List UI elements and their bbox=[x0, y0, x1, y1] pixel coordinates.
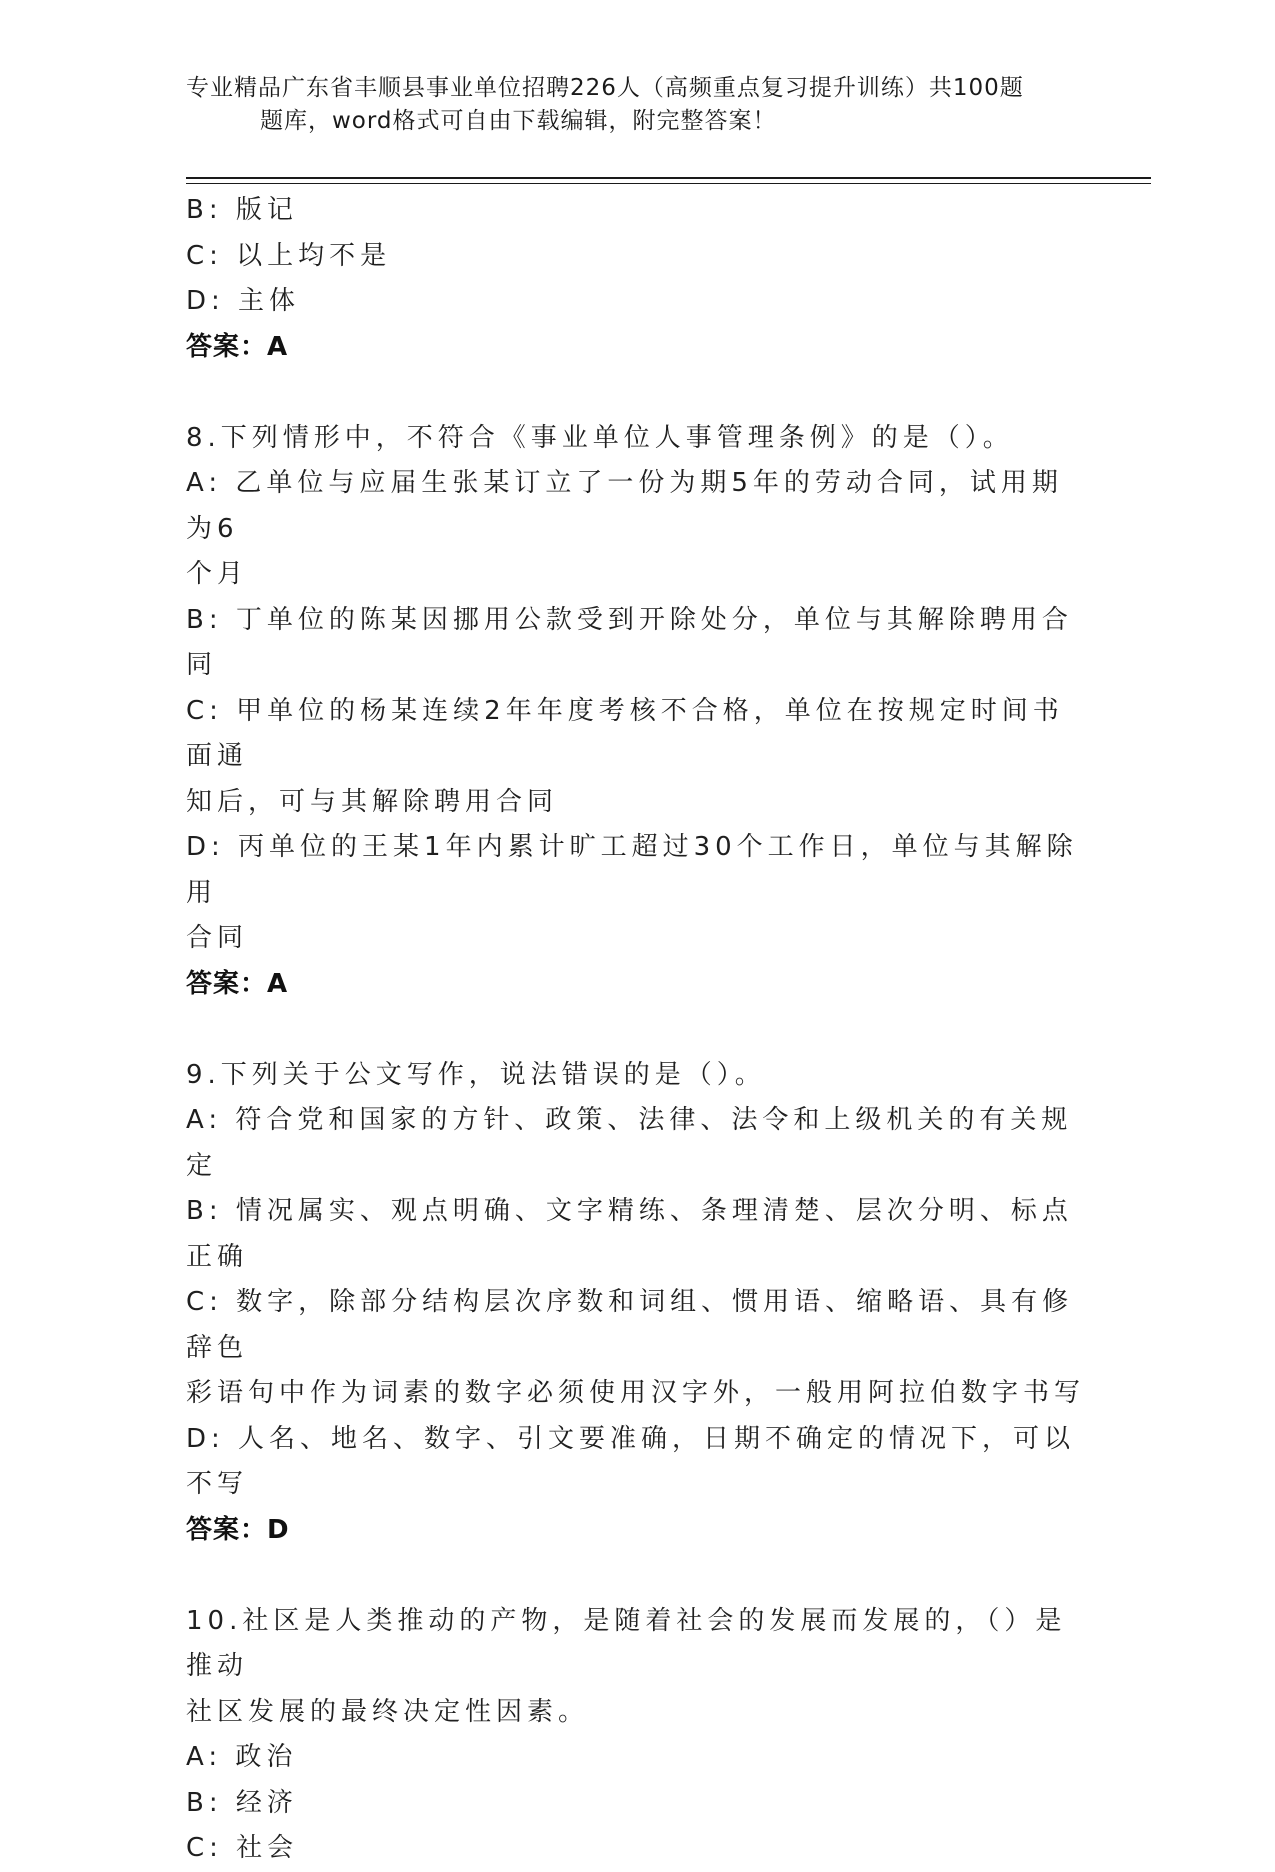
q9-option-b: B: 情况属实、观点明确、文字精练、条理清楚、层次分明、标点正确 bbox=[186, 1196, 1073, 1272]
header-title-line2: 题库，word格式可自由下载编辑，附完整答案！ bbox=[260, 108, 777, 134]
q10-option-b: B: 经济 bbox=[186, 1787, 298, 1818]
q8-option-d-line1: D: 丙单位的王某1年内累计旷工超过30个工作日，单位与其解除用 bbox=[186, 832, 1078, 908]
q9-answer: 答案：D bbox=[186, 1514, 290, 1545]
q9-option-a: A: 符合党和国家的方针、政策、法律、法令和上级机关的有关规定 bbox=[186, 1105, 1073, 1181]
q10-option-a: A: 政治 bbox=[186, 1742, 298, 1772]
header-title-line1: 专业精品广东省丰顺县事业单位招聘226人（高频重点复习提升训练）共100题 bbox=[186, 75, 1024, 101]
spacer bbox=[186, 370, 1086, 416]
q8-option-d-line2: 合同 bbox=[186, 923, 249, 953]
q9-option-c-line1: C: 数字，除部分结构层次序数和词组、惯用语、缩略语、具有修辞色 bbox=[186, 1287, 1074, 1363]
q9-stem: 9.下列关于公文写作，说法错误的是（）。 bbox=[186, 1059, 766, 1090]
q8-option-b: B: 丁单位的陈某因挪用公款受到开除处分，单位与其解除聘用合同 bbox=[186, 604, 1073, 680]
q8-option-c-line2: 知后，可与其解除聘用合同 bbox=[186, 786, 559, 817]
q10-option-c: C: 社会 bbox=[186, 1833, 299, 1863]
q8-option-c-line1: C: 甲单位的杨某连续2年年度考核不合格，单位在按规定时间书面通 bbox=[186, 695, 1064, 771]
document-header bbox=[186, 72, 1066, 138]
q9-option-d: D: 人名、地名、数字、引文要准确，日期不确定的情况下，可以不写 bbox=[186, 1423, 1076, 1499]
q10-stem-line1: 10.社区是人类推动的产物，是随着社会的发展而发展的，（）是推动 bbox=[186, 1605, 1067, 1681]
document-body bbox=[186, 188, 1086, 1872]
header-divider-thin bbox=[186, 183, 1151, 184]
prev-answer: 答案：A bbox=[186, 331, 289, 362]
prev-option-d: D: 主体 bbox=[186, 286, 301, 316]
spacer bbox=[186, 1007, 1086, 1053]
header-divider-thick bbox=[186, 177, 1151, 179]
q8-option-a-line2: 个月 bbox=[186, 559, 249, 589]
q10-stem-line2: 社区发展的最终决定性因素。 bbox=[186, 1696, 590, 1727]
prev-option-b: B: 版记 bbox=[186, 195, 298, 225]
q8-option-a-line1: A: 乙单位与应届生张某订立了一份为期5年的劳动合同，试用期为6 bbox=[186, 468, 1063, 544]
prev-option-c: C: 以上均不是 bbox=[186, 240, 392, 271]
q8-stem: 8.下列情形中，不符合《事业单位人事管理条例》的是（）。 bbox=[186, 422, 1014, 453]
spacer bbox=[186, 1553, 1086, 1599]
q8-answer: 答案：A bbox=[186, 968, 289, 999]
q9-option-c-line2: 彩语句中作为词素的数字必须使用汉字外，一般用阿拉伯数字书写 bbox=[186, 1378, 1086, 1408]
